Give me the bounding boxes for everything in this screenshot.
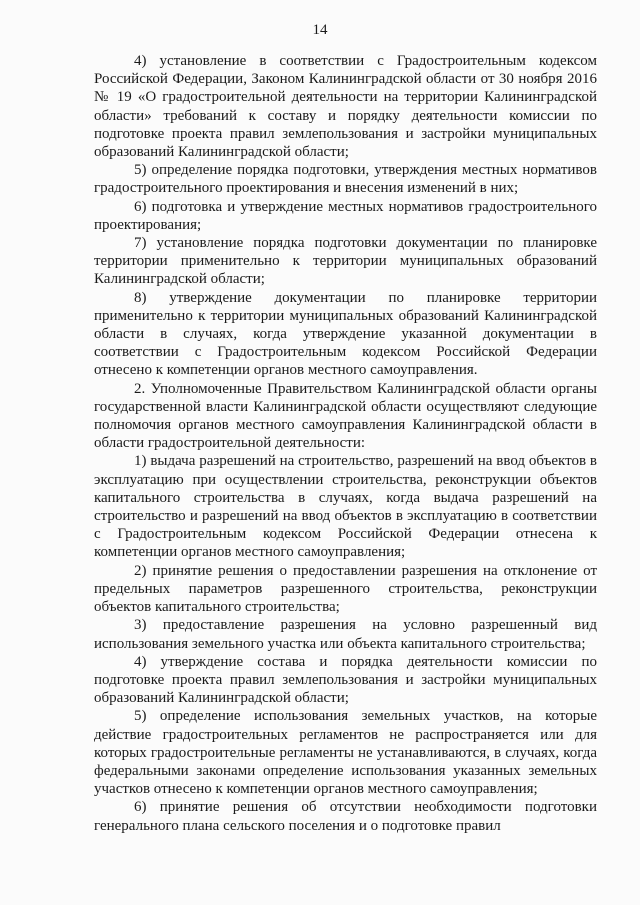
paragraph-5-land-use: 5) определение использования земельных участков, на которые действие градостроительных регламентов не распространяется или для которых градостроительные регламенты не устанавливаются, в случаях, когда федеральными законами определение использования указанных земельных участков отнесено к компетенции органов местного самоуправления; xyxy=(94,708,597,798)
paragraph-6-general-plan: 6) принятие решения об отсутствии необходимости подготовки генерального плана сельского поселения и о подготовке правил xyxy=(94,799,597,834)
paragraph-1-permits: 1) выдача разрешений на строительство, разрешений на ввод объектов в эксплуатацию при осуществлении строительства, реконструкции объектов капитального строительства в случаях, когда выдача разрешений на строительство и разрешений на ввод объектов в эксплуатацию в соответствии с Градостроительным кодексом Российской Федерации отнесена к компетенции органов местного самоуправления; xyxy=(94,453,597,561)
paragraph-4-commission-approval: 4) утверждение состава и порядка деятельности комиссии по подготовке проекта правил землепользования и застройки муниципальных образований Калининградской области; xyxy=(94,653,597,707)
paragraph-5-norms-procedure: 5) определение порядка подготовки, утверждения местных нормативов градостроительного проектирования и внесения изменений в них; xyxy=(94,162,597,197)
paragraph-4-establish-requirements: 4) установление в соответствии с Градостроительным кодексом Российской Федерации, Законом Калининградской области от 30 ноября 2016 № 19 «О градостроительной деятельности на территории Калининградской области» требований к составу и порядку деятельности комиссии по подготовке проекта правил землепользования и застройки муниципальных образований Калининградской области; xyxy=(94,53,597,161)
page-number: 14 xyxy=(312,22,328,38)
paragraph-3-conditional-use: 3) предоставление разрешения на условно разрешенный вид использования земельного участка или объекта капитального строительства; xyxy=(94,617,597,652)
paragraph-2-deviation-permit: 2) принятие решения о предоставлении разрешения на отклонение от предельных параметров разрешенного строительства, реконструкции объектов капитального строительства; xyxy=(94,562,597,616)
paragraph-section-2-intro: 2. Уполномоченные Правительством Калининградской области органы государственной власти Калининградской области осуществляют следующие полномочия органов местного самоуправления Калининградской области в области градостроительной деятельности: xyxy=(94,380,597,452)
paragraph-8-planning-approval: 8) утверждение документации по планировке территории применительно к территории муниципальных образований Калининградской области в случаях, когда утверждение указанной документации в соответствии с Градостроительным кодексом Российской Федерации отнесено к компетенции органов местного самоуправления. xyxy=(94,289,597,379)
paragraph-7-planning-procedure: 7) установление порядка подготовки документации по планировке территории применительно к территории муниципальных образований Калининградской области; xyxy=(94,235,597,288)
paragraph-6-norms-approval: 6) подготовка и утверждение местных нормативов градостроительного проектирования; xyxy=(94,198,597,233)
document-body xyxy=(94,52,597,835)
